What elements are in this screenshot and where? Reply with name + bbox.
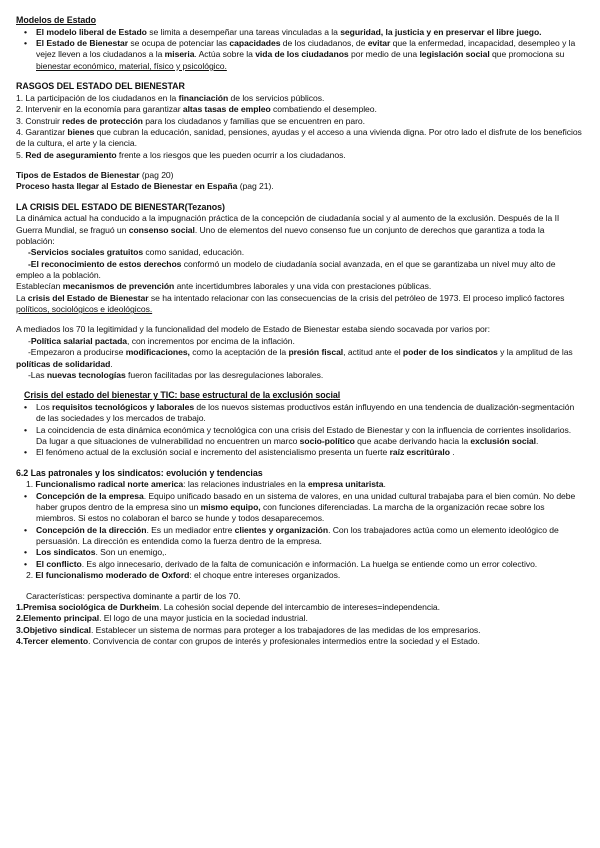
rasgo-item-3 [16, 116, 584, 127]
list-item [36, 447, 584, 458]
spacer [16, 161, 584, 170]
bold-term: 4. [16, 635, 24, 646]
bold-term: raíz escritúralo [389, 447, 450, 458]
bold-term: financiación [178, 92, 229, 103]
bold-term: -El reconocimiento de estos derechos [28, 258, 182, 269]
text-run: fueron facilitadas por las desregulaciones laborales. [125, 369, 324, 380]
bold-term: modificaciones, [125, 347, 190, 358]
bold-term: Concepción de la empresa [36, 490, 144, 501]
spacer [16, 582, 584, 591]
bold-term: consenso social [128, 224, 195, 235]
bold-term: Tercer elemento [23, 635, 89, 646]
bold-term: mismo equipo, [200, 502, 261, 513]
bold-term: 2. [16, 613, 24, 624]
caract-paragraph: Características: perspectiva dominante a partir de los 70. [26, 590, 241, 601]
bold-term: redes de protección [62, 115, 143, 126]
bold-term: requisitos tecnológicos y laborales [52, 401, 195, 412]
spacer [16, 381, 584, 390]
mediados-dash-3 [16, 370, 584, 381]
bold-term: vida de los ciudadanos [255, 49, 349, 60]
crisis-paragraph-3 [16, 293, 584, 316]
text-run: - [28, 335, 31, 346]
text-run: y la amplitud de las [497, 347, 573, 358]
text-run: para los ciudadanos y familias que se encuentren en paro. [142, 115, 365, 126]
spacer [16, 193, 584, 202]
rasgo-item-1 [16, 93, 584, 104]
text-run: El fenómeno actual de la exclusión social e incremento del asistencialismo presenta un fuerte [36, 447, 390, 458]
underlined-text: bienestar económico, material, físico y psicológico. [36, 60, 227, 71]
bold-term: Elemento principal [23, 613, 100, 624]
rasgo-item-5 [16, 150, 584, 161]
text-run: de los ciudadanos, de [280, 38, 368, 49]
text-run: Los [36, 401, 53, 412]
text-run: La [16, 292, 28, 303]
text-run: se limita a desempeñar una tareas vinculadas a la [146, 26, 341, 37]
section-title-modelos: Modelos de Estado [16, 15, 97, 25]
patronales-num-1 [16, 479, 584, 490]
text-run: . Establecer un sistema de normas para proteger a los trabajadores de las medidas de los empresarios. [91, 624, 481, 635]
text-run: , actitud ante el [343, 347, 403, 358]
text-run: 2. [26, 570, 36, 581]
bold-term: exclusión social [470, 435, 536, 446]
bold-term: 3. [16, 624, 24, 635]
text-run: . Convivencia de contar con grupos de interés y profesionales intermedios entre la sociedad y el Estado. [88, 635, 480, 646]
section-title-crisis: LA CRISIS DEL ESTADO DE BIENESTAR(Tezanos) [16, 201, 225, 212]
crisis-dash-1 [16, 247, 584, 258]
text-run: de los nuevos sistemas productivos están influyendo en una tendencia de dualización-segmentación de las sociedades y los mercados de trabajo. [36, 401, 575, 424]
bold-term: El conflicto [36, 558, 82, 569]
bold-term: poder de los sindicatos [402, 347, 498, 358]
bold-term: Funcionalismo radical norte america [35, 479, 184, 490]
spacer [16, 459, 584, 468]
bold-term: Premisa sociológica de Durkheim [23, 601, 160, 612]
text-run: (pag 21). [237, 181, 274, 192]
bold-term: Proceso hasta llegar al Estado de Bienestar en España [16, 181, 238, 192]
text-run: . [110, 358, 113, 369]
bold-term: Los sindicatos [36, 547, 96, 558]
list-item [36, 425, 584, 448]
text-run: -Las [28, 369, 47, 380]
caract-item-2 [16, 613, 584, 624]
rasgo-item-4 [16, 127, 584, 150]
crisis-paragraph-2 [16, 281, 584, 292]
crisis-dash-2 [16, 259, 584, 282]
text-run: como la aceptación de la [189, 347, 289, 358]
text-run: de los servicios públicos. [228, 92, 325, 103]
mediados-dash-2 [16, 347, 584, 370]
text-run: combatiendo el desempleo. [270, 104, 377, 115]
modelos-list [16, 27, 584, 72]
bold-term: legislación social [419, 49, 490, 60]
crisis-paragraph-1 [16, 213, 584, 247]
bold-term: Tipos de Estados de Bienestar [16, 169, 140, 180]
bold-term: mecanismos de prevención [62, 281, 175, 292]
bold-term: miseria [164, 49, 195, 60]
mediados-paragraph: A mediados los 70 la legitimidad y la funcionalidad del modelo de Estado de Bienestar estaba siendo socavada por varios por: [16, 324, 490, 335]
text-run: que acabe derivando hacia la [354, 435, 471, 446]
text-run: 1. La participación de los ciudadanos en la [16, 92, 179, 103]
section-title-tic: Crisis del estado del bienestar y TIC: base estructural de la exclusión social [24, 390, 341, 401]
bold-term: Objetivo sindical [23, 624, 91, 635]
text-run: (pag 20) [139, 169, 174, 180]
text-run: . [536, 435, 539, 446]
patronales-num-2 [16, 570, 584, 581]
text-run: frente a los riesgos que les pueden ocurrir a los ciudadanos. [116, 149, 346, 160]
bold-term: El modelo liberal de Estado [36, 26, 147, 37]
patronales-list [16, 491, 584, 570]
bold-term: empresa unitarista [307, 479, 384, 490]
bold-term: seguridad, la justicia y en preservar el libre juego. [340, 26, 542, 37]
text-run: por medio de una [348, 49, 420, 60]
list-item [36, 525, 584, 548]
bold-term: El Estado de Bienestar [36, 38, 129, 49]
bold-term: presión fiscal [288, 347, 344, 358]
caract-item-3 [16, 625, 584, 636]
bold-term: nuevas tecnologías [46, 369, 126, 380]
bold-term: Política salarial pactada [30, 335, 128, 346]
bold-term: políticas de solidaridad [16, 358, 111, 369]
text-run: . Es algo innecesario, derivado de la falta de comunicación e información. La huelga se entiende como un error colectivo. [81, 558, 538, 569]
tic-list [16, 402, 584, 459]
bold-term: -Servicios sociales gratuitos [28, 247, 144, 258]
list-item [36, 491, 584, 525]
text-run: 3. Construir [16, 115, 63, 126]
section-title-patronales: 6.2 Las patronales y los sindicatos: evolución y tendencias [16, 467, 263, 478]
spacer [16, 315, 584, 324]
text-run: con funciones diferenciadas. La marcha de la organización recae sobre los miembros. Si estos no colaboran el barco se hunde y todos desaparecemos. [36, 502, 545, 524]
list-item [36, 547, 584, 558]
bold-term: 1. [16, 601, 24, 612]
text-run: . Actúa sobre la [194, 49, 256, 60]
text-run: : el choque entre intereses organizados. [189, 570, 341, 581]
list-item [36, 402, 584, 425]
tipos-line [16, 170, 584, 181]
underlined-text: políticos, sociológicos e ideológicos. [16, 304, 153, 315]
proceso-line [16, 181, 584, 192]
text-run: . Equipo unificado basado en un sistema de valores, en una unidad cultural trabajaba para el bien común. No debe haber grupos dentro de la empresa sino un [36, 490, 576, 513]
text-run: Establecían [16, 281, 63, 292]
bold-term: capacidades [229, 38, 281, 49]
text-run: . El logo de una mayor justicia en la sociedad industrial. [99, 613, 308, 624]
spacer [16, 72, 584, 81]
text-run: . Son un enemigo,. [95, 547, 167, 558]
bold-term: altas tasas de empleo [182, 104, 271, 115]
rasgo-item-2 [16, 104, 584, 115]
text-run: La dinámica actual ha conducido a la impugnación práctica de la concepción de ciudadanía social y al aumento de la exclusión. Después de la II Guerra Mundial, se fraguó un [16, 213, 560, 235]
bold-term: El funcionalismo moderado de Oxford [35, 570, 190, 581]
text-run: que cubran la educación, sanidad, pensiones, ayudas y el acceso a una vivienda digna. Por otro lado el disfrute de los beneficios de la cultura, el arte y la ciencia. [16, 126, 582, 149]
text-run: . Con los trabajadores actúa como un elemento ideológico de persuasión. La dirección es entendida como la fuerza dentro de la empresa. [36, 524, 559, 547]
text-run: : las relaciones industriales en la [183, 479, 308, 490]
bold-term: bienes [67, 126, 95, 137]
text-run: La coincidencia de esta dinámica económica y tecnológica con una crisis del Estado de Bienestar y con la influencia de corrientes insolidarios. Da lugar a que situaciones de vulnerabilidad no encuentren un marco [36, 424, 572, 446]
text-run: se ha intentado relacionar con las consecuencias de la crisis del petróleo de 1973. El proceso implicó factores [148, 292, 565, 303]
text-run: que la enfermedad, incapacidad, desempleo y la vejez lleven a los ciudadanos a la [36, 38, 576, 60]
bold-term: Red de aseguramiento [25, 149, 117, 160]
bold-term: crisis del Estado de Bienestar [27, 292, 149, 303]
text-run: -Empezaron a producirse [28, 347, 126, 358]
list-item [36, 38, 584, 72]
text-run: 5. [16, 149, 26, 160]
list-item [36, 27, 584, 38]
text-run: . La cohesión social depende del intercambio de intereses=independencia. [159, 601, 441, 612]
text-run: . Uno de elementos del nuevo consenso fue un conjunto de derechos que garantiza a toda la población: [16, 224, 545, 247]
bold-term: clientes y organización [234, 524, 329, 535]
mediados-dash-1 [16, 336, 584, 347]
text-run: como sanidad, educación. [143, 247, 245, 258]
bold-term: evitar [367, 38, 391, 49]
caract-item-1 [16, 602, 584, 613]
text-run: . [383, 479, 386, 490]
text-run: , con incrementos por encima de la inflación. [127, 335, 295, 346]
text-run: 1. [26, 479, 36, 490]
list-item [36, 559, 584, 570]
caract-item-4 [16, 636, 584, 647]
bold-term: Concepción de la dirección [36, 524, 147, 535]
section-title-rasgos: RASGOS DEL ESTADO DEL BIENESTAR [16, 81, 185, 92]
bold-term: socio-político [299, 435, 355, 446]
text-run: 2. Intervenir en la economía para garantizar [16, 104, 183, 115]
text-run: conformó un modelo de ciudadanía social avanzada, en el que se garantizaba un nivel muy alto de empleo a la población. [16, 258, 556, 281]
text-run: ante incertidumbres laborales y una vida con prestaciones públicas. [174, 281, 432, 292]
text-run: que promociona su [489, 49, 565, 60]
text-run: se ocupa de potenciar las [128, 38, 230, 49]
text-run: . [449, 447, 455, 458]
text-run: . Es un mediador entre [146, 524, 235, 535]
text-run: 4. Garantizar [16, 126, 68, 137]
